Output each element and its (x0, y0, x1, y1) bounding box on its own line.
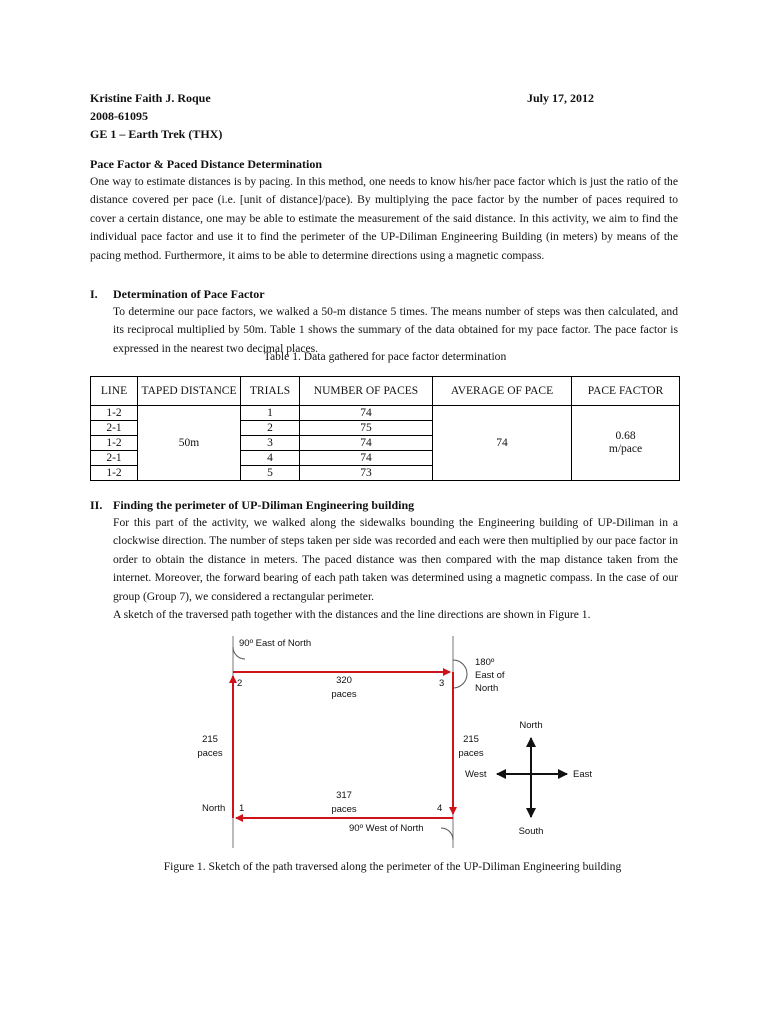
bearing-right-label-3: North (475, 683, 499, 694)
cell-line: 1-2 (91, 436, 138, 451)
point-4-label: 4 (437, 803, 443, 814)
bearing-right-label-1: 180º (475, 657, 495, 668)
report-date: July 17, 2012 (527, 91, 595, 105)
cell-trial: 1 (241, 406, 300, 421)
cell-paces: 75 (300, 421, 433, 436)
header-number-of-paces: NUMBER OF PACES (300, 377, 433, 406)
author-name: Kristine Faith J. Roque (90, 91, 211, 105)
bearing-bottom-label: 90º West of North (349, 823, 424, 834)
figure-caption: Figure 1. Sketch of the path traversed along the perimeter of the UP-Diliman Engineering building (163, 860, 622, 873)
header-average-of-pace: AVERAGE OF PACE (433, 377, 572, 406)
top-paces-value: 320 (336, 675, 352, 686)
cell-paces: 74 (300, 406, 433, 421)
point-3-label: 3 (439, 678, 445, 689)
compass-east-label: East (573, 769, 593, 780)
compass-rose (465, 720, 592, 837)
compass-south-label: South (518, 826, 544, 837)
cell-line: 2-1 (91, 451, 138, 466)
section2-paragraph-2: A sketch of the traversed path together with the distances and the line directions are shown in Figure 1. (113, 608, 591, 622)
cell-line: 2-1 (91, 421, 138, 436)
bearing-top-label: 90º East of North (239, 638, 312, 649)
section2-paragraph: For this part of the activity, we walked along the sidewalks bounding the Engineering building of UP-Diliman in a clockwise direction. The number of steps taken per side was recorded and each were then multiplied by our pace factor in order to obtain the distance in meters. The paced distance was then compared with the map distance taken from the internet. Moreover, the forward bearing of each path taken was determined using a magnetic compass. In the case of our group (Group 7), we considered a rectangular perimeter. (113, 516, 678, 603)
pace-factor-unit: m/pace (608, 443, 643, 455)
section2-title: Finding the perimeter of UP-Diliman Engineering building (113, 498, 415, 512)
course-name: GE 1 – Earth Trek (THX) (90, 127, 223, 141)
point-1-label: 1 (239, 803, 245, 814)
intro-paragraph: One way to estimate distances is by pacing. In this method, one needs to know his/her pace factor which is just the ratio of the distance covered per pace (i.e. [unit of distance]/pace). By multiplying the pace factor by the number of paces required to cover a certain distance, one may be able to estimate the measurement of the said distance. In this activity, we aim to find the individual pace factor and use it to find the perimeter of the UP-Diliman Engineering Building (in meters) by means of the pacing method. Furthermore, it aims to be able to determine directions using a magnetic compass. (90, 175, 678, 262)
cell-paces: 74 (300, 436, 433, 451)
header-trials: TRIALS (241, 377, 300, 406)
bottom-paces-unit: paces (331, 804, 357, 815)
section2-number: II. (90, 498, 103, 512)
point-2-label: 2 (237, 678, 243, 689)
cell-taped-distance: 50m (138, 406, 241, 481)
right-paces-unit: paces (458, 748, 484, 759)
cell-trial: 2 (241, 421, 300, 436)
header-line: LINE (91, 377, 138, 406)
cell-paces: 73 (300, 466, 433, 481)
cell-trial: 5 (241, 466, 300, 481)
bearing-arc-right (453, 660, 467, 688)
section1-title: Determination of Pace Factor (113, 287, 265, 301)
cell-trial: 3 (241, 436, 300, 451)
pace-factor-value: 0.68 (615, 430, 636, 442)
bearing-arc-bottom (441, 828, 453, 840)
bottom-paces-value: 317 (336, 790, 352, 801)
top-paces-unit: paces (331, 689, 357, 700)
header-pace-factor: PACE FACTOR (572, 377, 680, 406)
document-title: Pace Factor & Paced Distance Determination (90, 157, 323, 171)
cell-paces: 74 (300, 451, 433, 466)
cell-line: 1-2 (91, 406, 138, 421)
left-paces-unit: paces (197, 748, 223, 759)
header-taped-distance: TAPED DISTANCE (138, 377, 241, 406)
table-caption: Table 1. Data gathered for pace factor determination (263, 350, 507, 363)
cell-line: 1-2 (91, 466, 138, 481)
compass-west-label: West (465, 769, 487, 780)
right-paces-value: 215 (463, 734, 479, 745)
north-label: North (202, 803, 226, 814)
cell-average: 74 (433, 406, 572, 481)
left-paces-value: 215 (202, 734, 218, 745)
cell-trial: 4 (241, 451, 300, 466)
bearing-right-label-2: East of (475, 670, 505, 681)
section1-paragraph: To determine our pace factors, we walked a 50-m distance 5 times. The means number of steps was then calculated, and its reciprocal multiplied by 50m. Table 1 shows the summary of the data obtained for my pace factor. The pace factor is expressed in the nearest two decimal places. (113, 305, 678, 355)
section1-number: I. (90, 287, 98, 301)
student-number: 2008-61095 (90, 109, 148, 123)
compass-north-label: North (519, 720, 543, 731)
